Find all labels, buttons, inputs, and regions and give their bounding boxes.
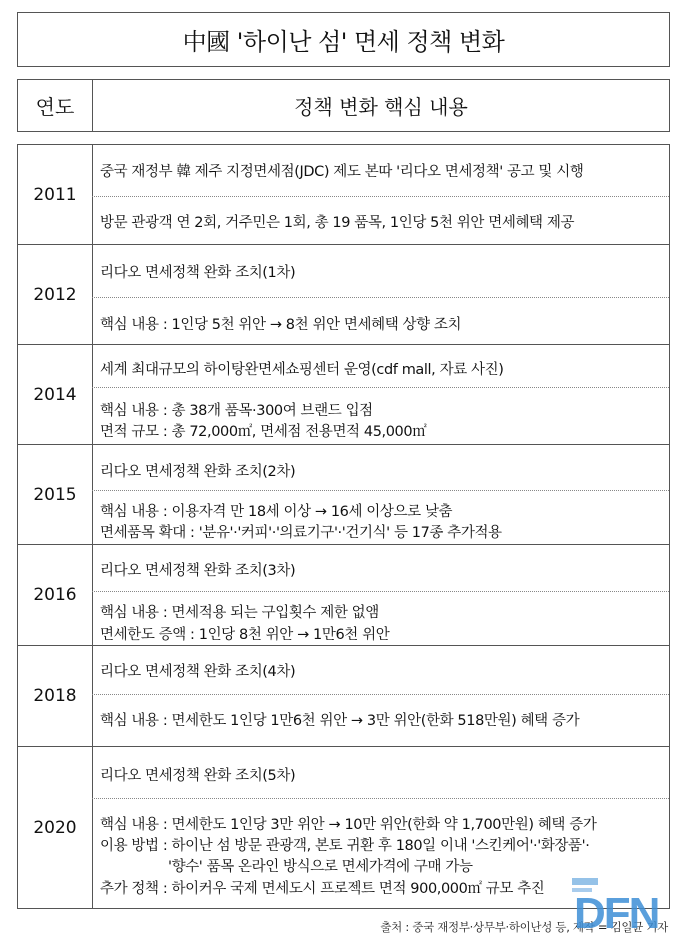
detail-text: 면세품목 확대 : '분유'·'커피'·'의료기구'·'건기식' 등 17종 추가적용 (100, 525, 502, 541)
detail-subcell (92, 591, 669, 645)
header-content: 정책 변화 핵심 내용 (294, 95, 468, 119)
main-text: 리다오 면세정책 완화 조치(2차) (100, 464, 296, 480)
content-cell (92, 445, 669, 544)
source-credit: 출처 : 중국 재정부·상무부·하이난성 등, 제작 = 김일균 기자 (380, 920, 668, 934)
main-subcell (92, 445, 669, 491)
detail-text: 면적 규모 : 총 72,000㎡, 면세점 전용면적 45,000㎡ (100, 424, 427, 440)
content-cell (92, 145, 669, 244)
detail-subcell (92, 387, 669, 444)
content-cell (92, 646, 669, 746)
year-cell: 2012 (18, 245, 93, 344)
table-row (18, 145, 669, 245)
detail-text: 핵심 내용 : 총 38개 품목·300여 브랜드 입점 (100, 403, 373, 419)
year-cell: 2014 (18, 345, 93, 444)
main-subcell (92, 245, 669, 298)
logo-bar-shape (572, 878, 598, 885)
year-cell: 2018 (18, 646, 93, 746)
detail-text: 핵심 내용 : 면세한도 1인당 1만6천 위안 → 3만 위안(한화 518만원) 혜택 증가 (100, 713, 580, 729)
main-subcell (92, 345, 669, 388)
main-subcell (92, 747, 669, 799)
detail-subcell (92, 490, 669, 544)
detail-text: 핵심 내용 : 이용자격 만 18세 이상 → 16세 이상으로 낮춤 (100, 504, 453, 520)
main-text: 리다오 면세정책 완화 조치(1차) (100, 265, 296, 281)
policy-table (17, 144, 670, 909)
table-row (18, 345, 669, 445)
detail-subcell (92, 297, 669, 344)
content-cell (92, 545, 669, 645)
detail-text: 핵심 내용 : 면세한도 1인당 3만 위안 → 10만 위안(한화 약 1,700만원) 혜택 증가 (100, 817, 597, 833)
table-row (18, 646, 669, 747)
detail-subcell (92, 196, 669, 244)
header-year: 연도 (18, 80, 93, 131)
main-subcell (92, 545, 669, 592)
year-cell: 2016 (18, 545, 93, 645)
main-subcell (92, 145, 669, 197)
detail-text: '향수' 품목 온라인 방식으로 면세가격에 구매 가능 (168, 859, 473, 875)
chart-title-box (17, 12, 670, 67)
year-cell: 2020 (18, 747, 93, 908)
detail-text: 핵심 내용 : 1인당 5천 위안 → 8천 위안 면세혜택 상향 조치 (100, 317, 462, 333)
detail-text: 면세한도 증액 : 1인당 8천 위안 → 1만6천 위안 (100, 627, 390, 643)
main-text: 리다오 면세정책 완화 조치(3차) (100, 563, 296, 579)
main-text: 리다오 면세정책 완화 조치(4차) (100, 664, 296, 680)
content-cell (92, 345, 669, 444)
content-cell (92, 245, 669, 344)
detail-subcell (92, 694, 669, 746)
table-row (18, 545, 669, 646)
main-text: 중국 재정부 韓 제주 지정면세점(JDC) 제도 본따 '리다오 면세정책' 공고 및 시행 (100, 164, 584, 180)
main-text: 리다오 면세정책 완화 조치(5차) (100, 768, 296, 784)
table-row (18, 245, 669, 345)
main-text: 세계 최대규모의 하이탕완면세쇼핑센터 운영(cdf mall, 자료 사진) (100, 362, 504, 378)
detail-text: 추가 정책 : 하이커우 국제 면세도시 프로젝트 면적 900,000㎡ 규모 추진 (100, 881, 545, 897)
dfn-logo (568, 872, 672, 932)
year-cell: 2015 (18, 445, 93, 544)
year-cell: 2011 (18, 145, 93, 244)
page-title: 中國 '하이난 섬' 면세 정책 변화 (182, 28, 505, 56)
main-subcell (92, 646, 669, 695)
detail-text: 이용 방법 : 하이난 섬 방문 관광객, 본토 귀환 후 180일 이내 '스킨케어'·'화장품'· (100, 838, 590, 854)
logo-text: DFN (574, 889, 659, 932)
detail-text: 핵심 내용 : 면세적용 되는 구입횟수 제한 없앰 (100, 605, 379, 621)
detail-text: 방문 관광객 연 2회, 거주민은 1회, 총 19 품목, 1인당 5천 위안 면세혜택 제공 (100, 215, 575, 231)
table-header (17, 79, 670, 132)
table-row (18, 445, 669, 545)
